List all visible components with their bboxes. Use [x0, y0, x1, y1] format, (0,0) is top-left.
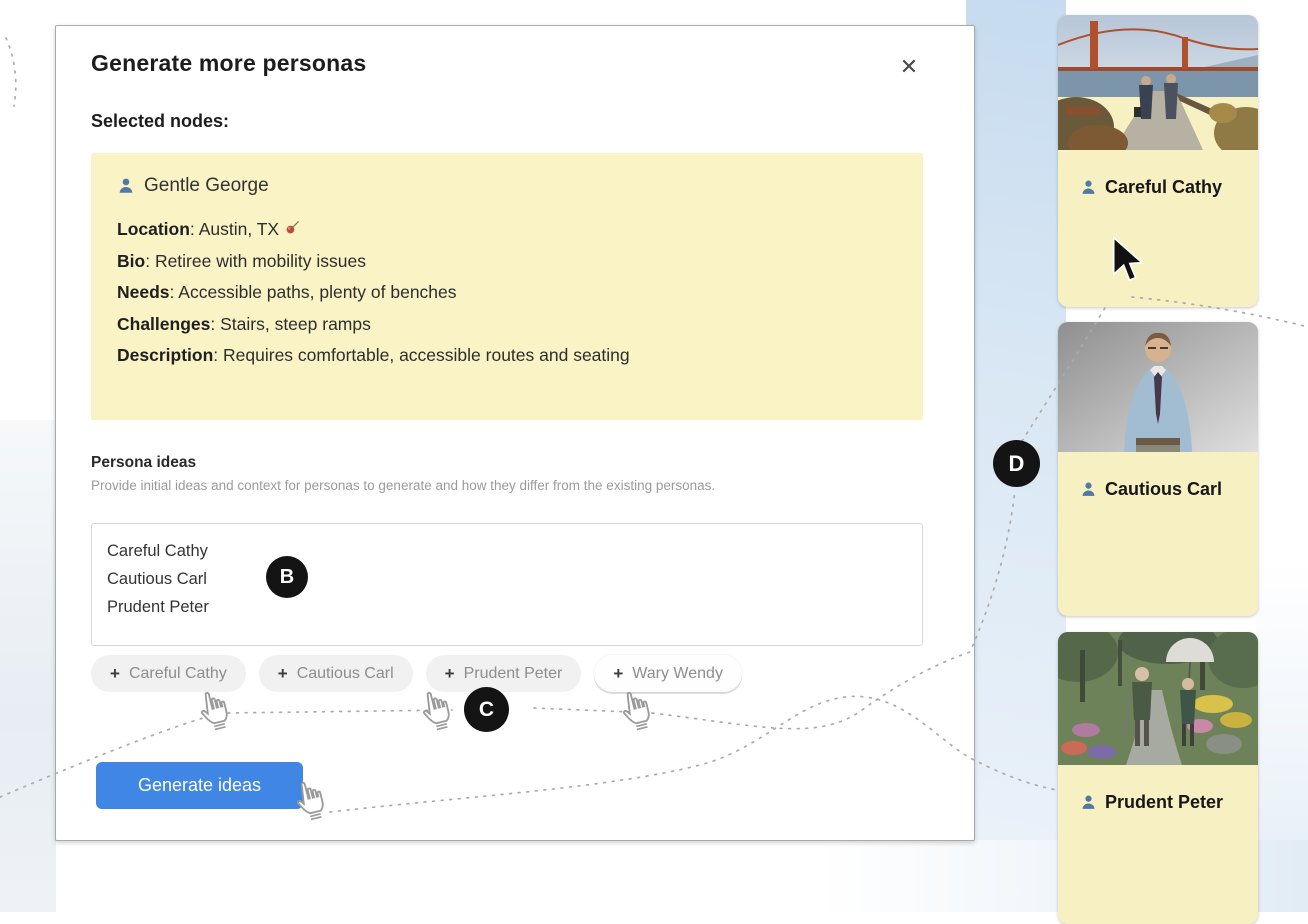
- pushpin-icon: [283, 220, 300, 237]
- card-label-row: [1080, 479, 1258, 500]
- textarea-line: Careful Cathy: [107, 542, 208, 560]
- mouse-arrow-cursor-icon: [1110, 236, 1144, 286]
- annotation-badge-c: C: [464, 687, 509, 732]
- hand-pointer-icon: [194, 688, 238, 734]
- plus-icon: +: [613, 663, 624, 683]
- person-icon: [117, 177, 135, 195]
- card-label-row: [1080, 177, 1258, 198]
- selected-nodes-label: Selected nodes:: [91, 111, 230, 131]
- card-image-coastal-bridge: [1058, 15, 1258, 150]
- plus-icon: +: [277, 663, 288, 683]
- card-name: Careful Cathy: [1105, 177, 1223, 197]
- generate-ideas-button[interactable]: Generate ideas: [96, 762, 303, 809]
- canvas-card-careful-cathy[interactable]: [1058, 15, 1258, 307]
- selected-node-card: [91, 153, 923, 420]
- annotation-badge-d: D: [993, 440, 1040, 487]
- card-name: Cautious Carl: [1105, 479, 1223, 499]
- background-left-shade: [0, 420, 56, 912]
- chip-label: Careful Cathy: [128, 664, 227, 682]
- chip-label: Prudent Peter: [463, 664, 563, 682]
- person-icon: [1080, 179, 1097, 196]
- canvas-card-cautious-carl[interactable]: [1058, 322, 1258, 616]
- plus-icon: +: [110, 663, 120, 683]
- chip-careful-cathy[interactable]: [91, 655, 246, 692]
- chip-cautious-carl[interactable]: [259, 655, 413, 692]
- chip-prudent-peter[interactable]: [426, 655, 582, 692]
- persona-ideas-textarea[interactable]: [91, 523, 923, 646]
- chip-label: Wary Wendy: [632, 664, 723, 682]
- plus-icon: +: [444, 663, 455, 683]
- selected-node-name-row: [117, 175, 897, 197]
- canvas-card-prudent-peter[interactable]: [1058, 632, 1258, 924]
- textarea-line: Cautious Carl: [107, 570, 207, 588]
- field-needs: Needs: Accessible paths, plenty of benches: [117, 282, 457, 302]
- annotation-badge-b: B: [266, 556, 308, 598]
- close-icon[interactable]: ✕: [899, 54, 919, 79]
- field-challenges: Challenges: Stairs, steep ramps: [117, 313, 371, 334]
- field-location: Location: Austin, TX: [117, 214, 897, 246]
- persona-ideas-label: Persona ideas: [91, 454, 197, 471]
- person-icon: [1080, 481, 1097, 498]
- card-image-garden-walk: [1058, 632, 1258, 765]
- hand-pointer-icon: [616, 688, 660, 734]
- selected-node-fields: [117, 214, 897, 372]
- field-description: Description: Requires comfortable, accessible routes and seating: [117, 345, 630, 365]
- field-bio: Bio: Retiree with mobility issues: [117, 250, 366, 271]
- card-name: Prudent Peter: [1105, 792, 1224, 812]
- chip-label: Cautious Carl: [296, 664, 394, 682]
- textarea-line: Prudent Peter: [107, 598, 209, 616]
- persona-chip-row: [91, 655, 742, 692]
- card-label-row: [1080, 792, 1258, 813]
- dialog-title: Generate more personas: [91, 50, 367, 76]
- generate-personas-dialog: [55, 25, 975, 841]
- hand-pointer-icon: [290, 778, 334, 824]
- person-icon: [1080, 794, 1097, 811]
- card-image-man-blue-shirt: [1058, 322, 1258, 452]
- chip-wary-wendy[interactable]: [594, 655, 742, 692]
- hand-pointer-icon: [416, 688, 460, 734]
- selected-node-name: Gentle George: [144, 175, 269, 196]
- persona-ideas-hint: Provide initial ideas and context for personas to generate and how they differ from the existing personas.: [91, 478, 716, 493]
